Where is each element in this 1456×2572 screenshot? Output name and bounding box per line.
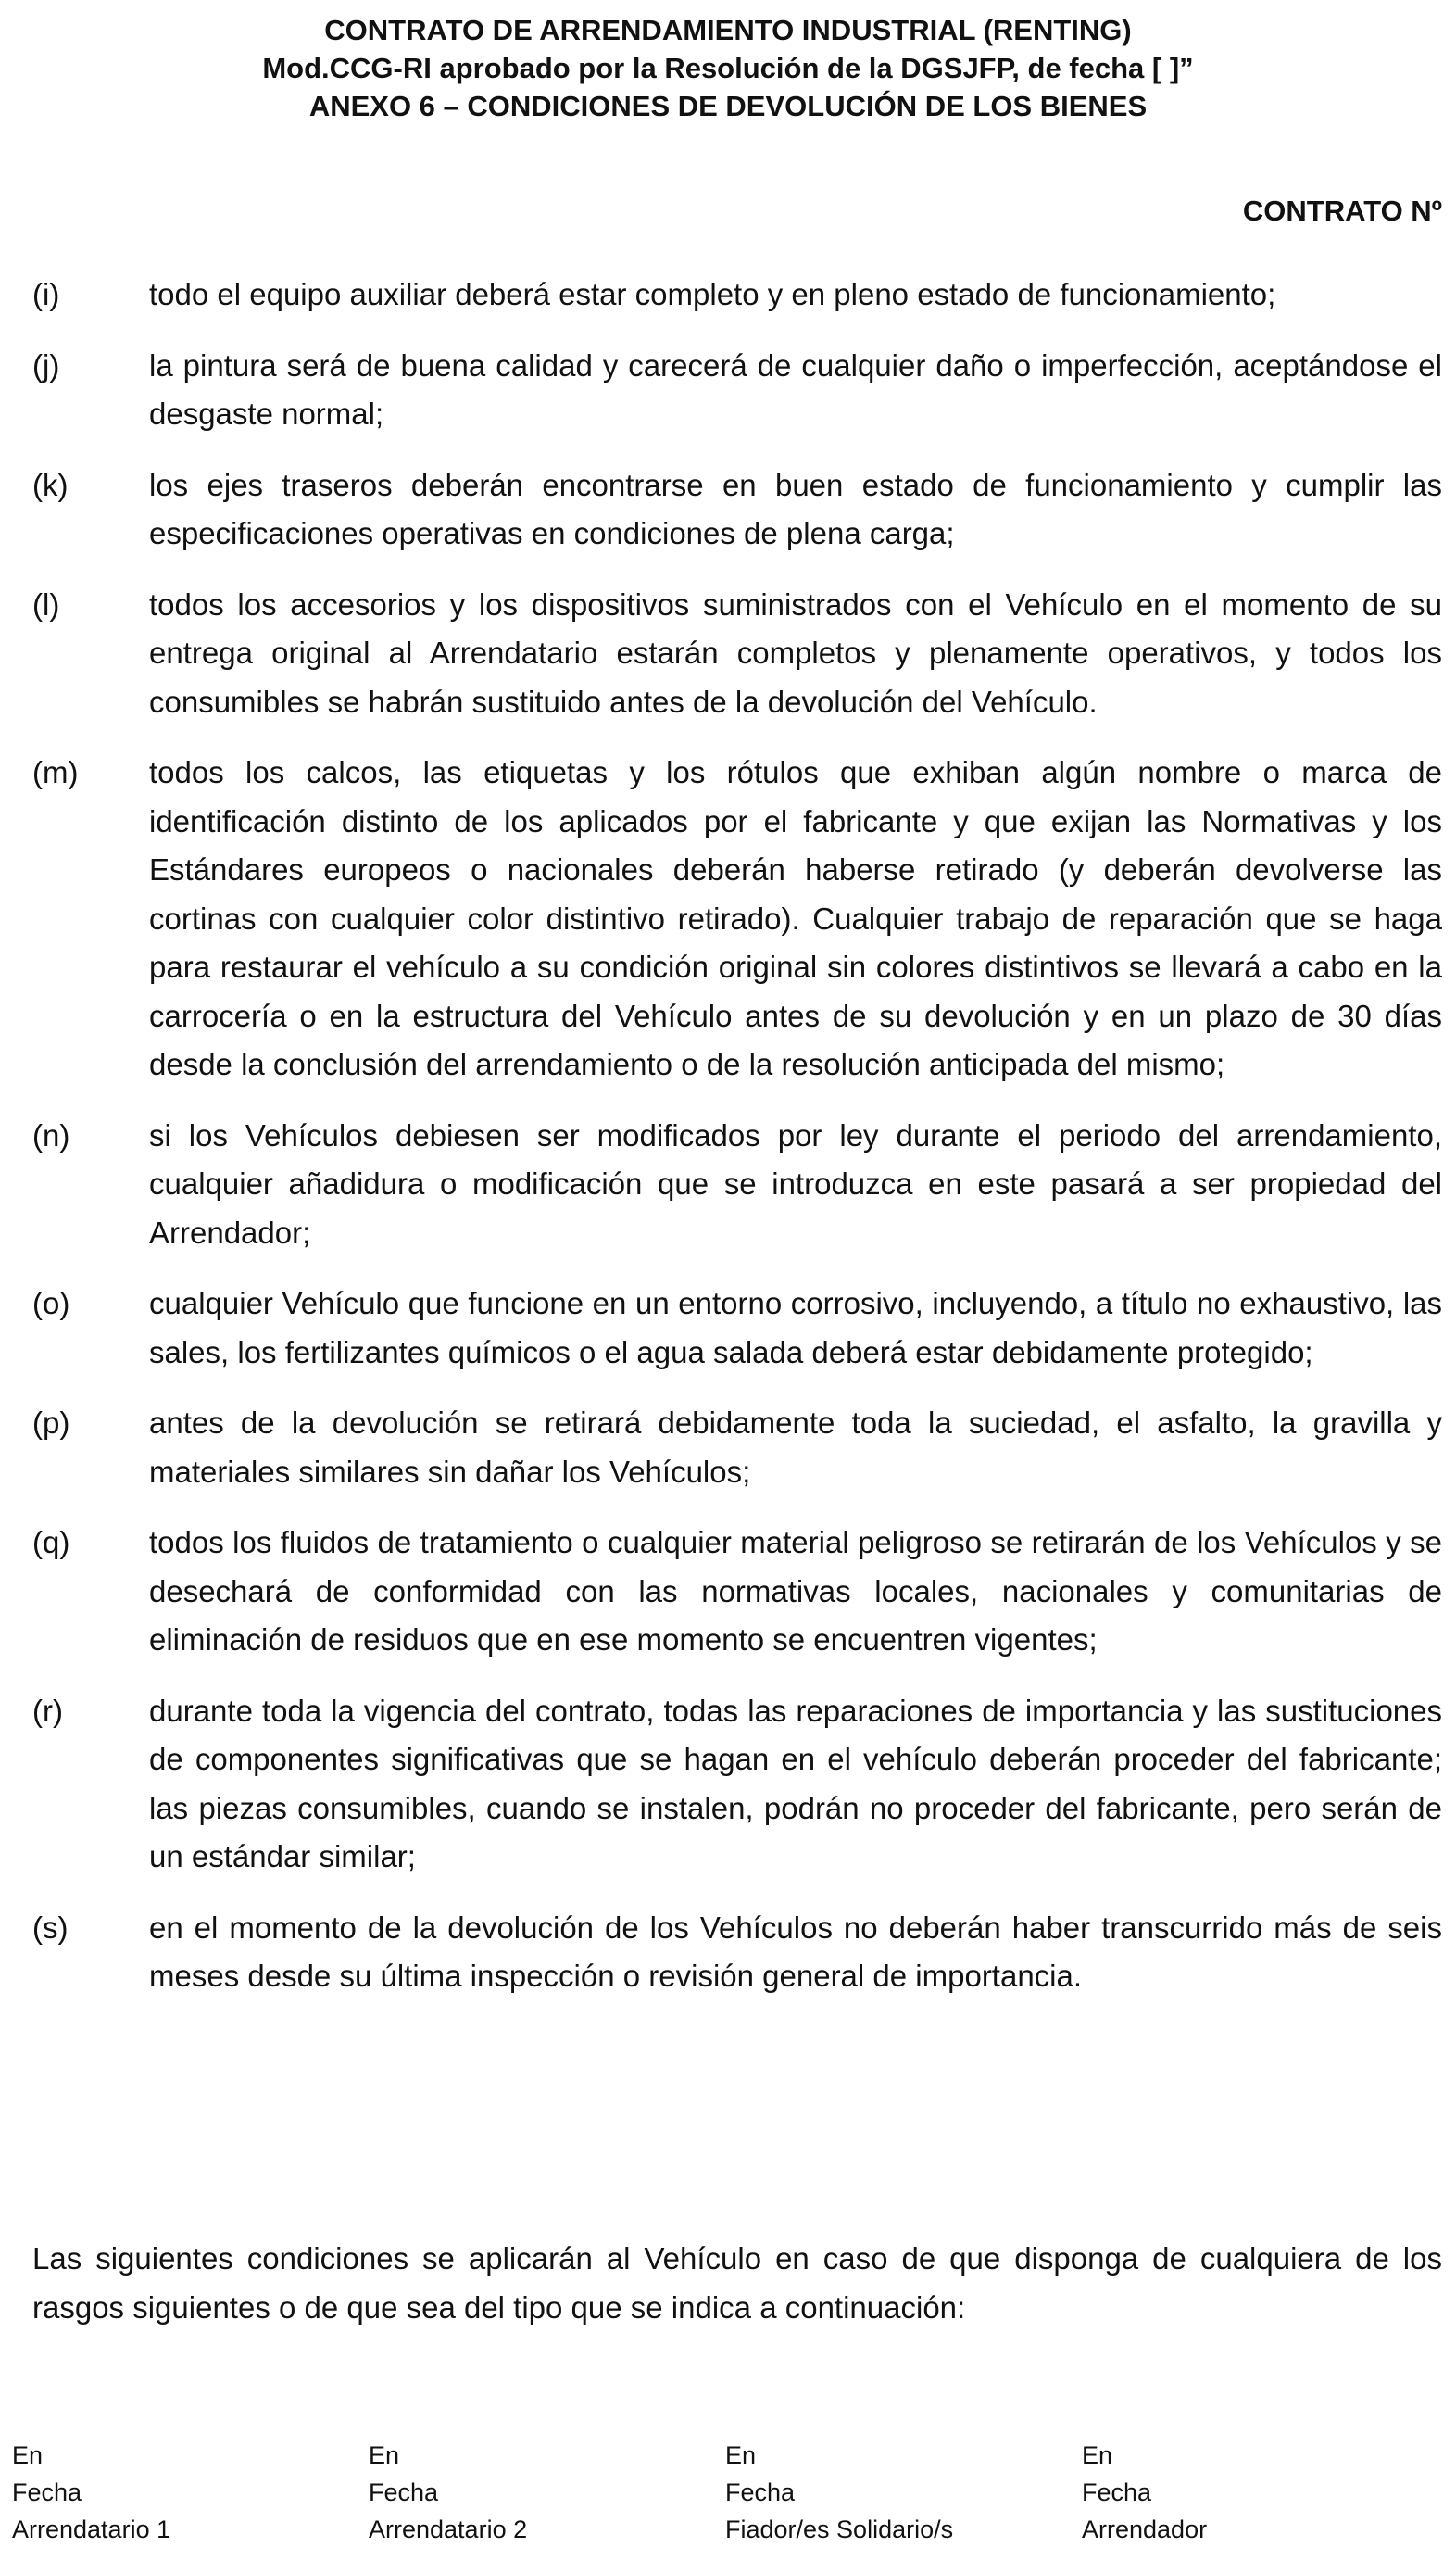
condition-text: en el momento de la devolución de los Vehículos no deberán haber transcurrido más de seis meses desde su última inspección o revisión general de importancia. bbox=[149, 1910, 1442, 1993]
condition-text: la pintura será de buena calidad y carecerá de cualquier daño o imperfección, aceptándose el desgaste normal; bbox=[149, 347, 1442, 431]
closing-paragraph: Las siguientes condiciones se aplicarán al Vehículo en caso de que disponga de cualquiera de los rasgos siguientes o de que sea del tipo que se indica a continuación: bbox=[32, 2241, 1442, 2325]
condition-item bbox=[0, 342, 1456, 439]
conditions-list bbox=[0, 271, 1456, 2024]
condition-label: (i) bbox=[32, 277, 60, 311]
condition-item bbox=[0, 581, 1456, 727]
condition-text: los ejes traseros deberán encontrarse en buen estado de funcionamiento y cumplir las especificaciones operativas en condiciones de plena carga; bbox=[149, 467, 1442, 550]
signature-place: En bbox=[12, 2441, 44, 2469]
condition-item bbox=[0, 1519, 1456, 1665]
signature-date: Fecha bbox=[725, 2478, 796, 2506]
condition-label: (k) bbox=[32, 467, 69, 502]
document-header bbox=[0, 11, 1456, 125]
condition-item bbox=[0, 1280, 1456, 1377]
condition-label: (m) bbox=[32, 755, 79, 789]
condition-item bbox=[0, 271, 1456, 320]
signature-party: Arrendatario 2 bbox=[369, 2515, 528, 2543]
condition-label: (o) bbox=[32, 1286, 70, 1320]
signature-lessee-2 bbox=[369, 2437, 527, 2548]
signature-party: Arrendador bbox=[1082, 2515, 1208, 2543]
condition-item bbox=[0, 1399, 1456, 1496]
signature-place: En bbox=[369, 2441, 400, 2469]
condition-label: (q) bbox=[32, 1525, 70, 1559]
condition-item bbox=[0, 1904, 1456, 2001]
condition-label: (r) bbox=[32, 1693, 63, 1728]
condition-label: (n) bbox=[32, 1117, 70, 1153]
model-approval-line: Mod.CCG-RI aprobado por la Resolución de la DGSJFP, de fecha [ ]” bbox=[262, 52, 1194, 84]
signature-place: En bbox=[1082, 2441, 1113, 2469]
condition-text: si los Vehículos debiesen ser modificados por ley durante el periodo del arrendamiento, cualquier añadidura o modificación que se introduzca en este pasará a ser propiedad del Arrendador; bbox=[149, 1117, 1442, 1250]
condition-label: (l) bbox=[32, 586, 60, 622]
condition-item bbox=[0, 1112, 1456, 1258]
signature-lessee-1 bbox=[12, 2437, 170, 2548]
signature-party: Arrendatario 1 bbox=[12, 2515, 171, 2543]
signature-date: Fecha bbox=[369, 2478, 439, 2506]
condition-text: todos los accesorios y los dispositivos suministrados con el Vehículo en el momento de su entrega original al Arrendatario estarán completos y plenamente operativos, y todos los consumibles se habrán sustituido antes de la devolución del Vehículo. bbox=[149, 586, 1442, 719]
condition-label: (p) bbox=[32, 1406, 70, 1440]
condition-text: durante toda la vigencia del contrato, todas las reparaciones de importancia y las sustituciones de componentes significativas que se hagan en el vehículo deberán proceder del fabricante; las piezas consumibles, cuando se instalen, podrán no proceder del fabricante, pero serán de un estándar similar; bbox=[149, 1693, 1442, 1873]
signature-date: Fecha bbox=[12, 2478, 82, 2506]
condition-label: (j) bbox=[32, 347, 60, 383]
condition-item bbox=[0, 749, 1456, 1090]
condition-label: (s) bbox=[32, 1910, 69, 1945]
condition-text: todos los calcos, las etiquetas y los rótulos que exhiban algún nombre o marca de identificación distinto de los aplicados por el fabricante y que exijan las Normativas y los Estándares europeos o nacionales deberán haberse retirado (y deberán devolverse las cortinas con cualquier color distintivo retirado). Cualquier trabajo de reparación que se haga para restaurar el vehículo a su condición original sin colores distintivos se llevará a cabo en la carrocería o en la estructura del Vehículo antes de su devolución y en un plazo de 30 días desde la conclusión del arrendamiento o de la resolución anticipada del mismo; bbox=[149, 755, 1442, 1081]
signature-place: En bbox=[725, 2441, 757, 2469]
condition-text: antes de la devolución se retirará debidamente toda la suciedad, el asfalto, la gravilla y materiales similares sin dañar los Vehículos; bbox=[149, 1406, 1442, 1489]
condition-item bbox=[0, 461, 1456, 559]
annex-title: ANEXO 6 – CONDICIONES DE DEVOLUCIÓN DE LOS BIENES bbox=[308, 90, 1148, 122]
contract-title: CONTRATO DE ARRENDAMIENTO INDUSTRIAL (RENTING) bbox=[324, 14, 1132, 46]
signature-date: Fecha bbox=[1082, 2478, 1152, 2506]
condition-text: todo el equipo auxiliar deberá estar completo y en pleno estado de funcionamiento; bbox=[149, 277, 1276, 311]
signature-party: Fiador/es Solidario/s bbox=[725, 2515, 954, 2543]
signature-lessor bbox=[1082, 2437, 1207, 2548]
condition-text: todos los fluidos de tratamiento o cualquier material peligroso se retirarán de los Vehículos y se desechará de conformidad con las normativas locales, nacionales y comunitarias de eliminación de residuos que en ese momento se encuentren vigentes; bbox=[149, 1525, 1442, 1657]
contract-number-label: CONTRATO Nº bbox=[1242, 195, 1442, 227]
signature-guarantor bbox=[725, 2437, 953, 2548]
condition-text: cualquier Vehículo que funcione en un entorno corrosivo, incluyendo, a título no exhaustivo, las sales, los fertilizantes químicos o el agua salada deberá estar debidamente protegido; bbox=[149, 1286, 1442, 1369]
condition-item bbox=[0, 1687, 1456, 1882]
